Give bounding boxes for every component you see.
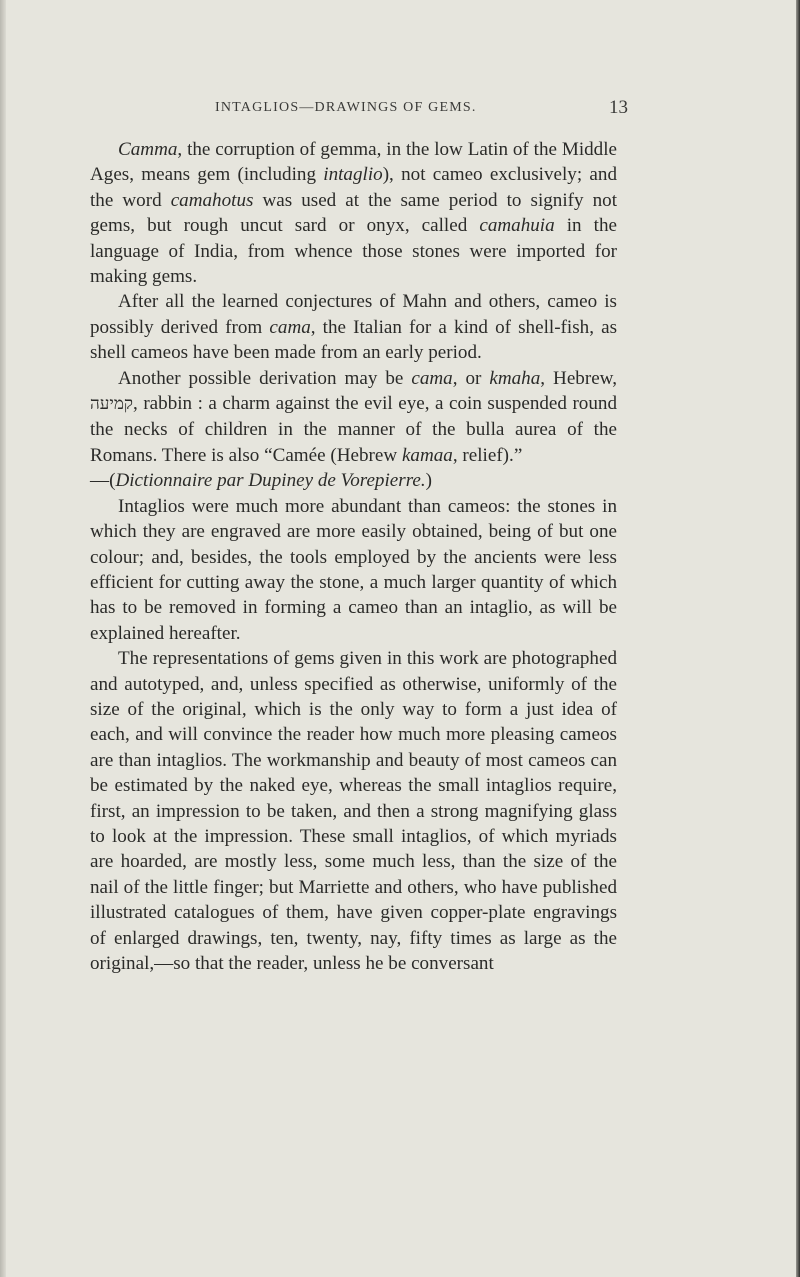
text-run: in the language of India, from whence those stones were imported for making gems. [90,215,617,288]
body-text [90,137,617,976]
paragraph [90,494,617,646]
text-run: Intaglios were much more abundant than cameos: the stones in which they are engraved are more easily obtained, being of but one colour; and, besides, the tools employed by the ancients were less efficient for cutting away the stone, a much larger quantity of which has to be removed in forming a cameo than an intaglio, as will be explained hereafter. [90,495,617,644]
italic-text: cama [411,367,453,389]
running-head [90,97,790,124]
text-run: , the corruption of gemma, in the low Latin of the Middle Ages, means gem (including [90,139,617,186]
page-number: 13 [609,97,628,118]
italic-text: kamaa [401,444,453,466]
text-run: The representations of gems given in this work are photographed and autotyped, and, unless specified as otherwise, uniformly of the size of the original, which is the only way to form a just idea of each, and will convince the reader how much more pleasing cameos are than intaglios. The workmanship and beauty of most cameos can be estimated by the naked eye, whereas the small intaglios require, first, an impression to be taken, and then a strong magnifying glass to look at the impression. These small intaglios, of which myriads are hoarded, are mostly less, some much less, than the size of the nail of the little finger; but Marriette and others, who have published illustrated catalogues of them, have given copper-plate engravings of enlarged drawings, ten, twenty, nay, fifty times as large as the original,—so that the reader, unless he be conversant [90,648,617,974]
text-run: , relief).” [452,444,523,466]
page-edge-left [0,0,6,1277]
text-run: , rabbin : a charm against the evil eye, a coin suspended round the necks of children in the manner of the bulla aurea of the Romans. There is also “Camée (Hebrew [90,393,617,466]
italic-text: cama [269,316,311,338]
running-title: INTAGLIOS—DRAWINGS OF GEMS. [215,100,477,115]
italic-text: intaglio [323,164,383,186]
text-run: , Hebrew, [540,367,618,389]
text-run: , or [452,367,490,389]
text-run: was used at the same period to signify not gems, but rough uncut sard or onyx, called [90,189,618,237]
paragraph [90,646,617,976]
text-run: , the Italian for a kind of shell-fish, as shell cameos have been made from an early period. [90,316,617,364]
paragraph [90,366,617,469]
text-run: After all the learned conjectures of Mahn and others, cameo is possibly derived from [90,291,617,338]
italic-text: Dictionnaire par Dupiney de Vorepierre. [115,470,426,492]
italic-text: Camma [118,139,178,160]
page-edge-right [796,0,800,1277]
text-run: ) [425,470,433,492]
italic-text: camahuia [479,215,555,237]
text-run: —( [90,470,116,492]
italic-text: camahotus [170,189,254,211]
paragraph [90,468,617,493]
paragraph [90,289,617,365]
paragraph [90,137,617,289]
text-run: Another possible derivation may be [118,367,412,389]
text-run: ), not cameo exclusively; and the word [90,164,617,211]
italic-text: kmaha [489,367,541,389]
hebrew-word: קמיעה [90,394,134,415]
